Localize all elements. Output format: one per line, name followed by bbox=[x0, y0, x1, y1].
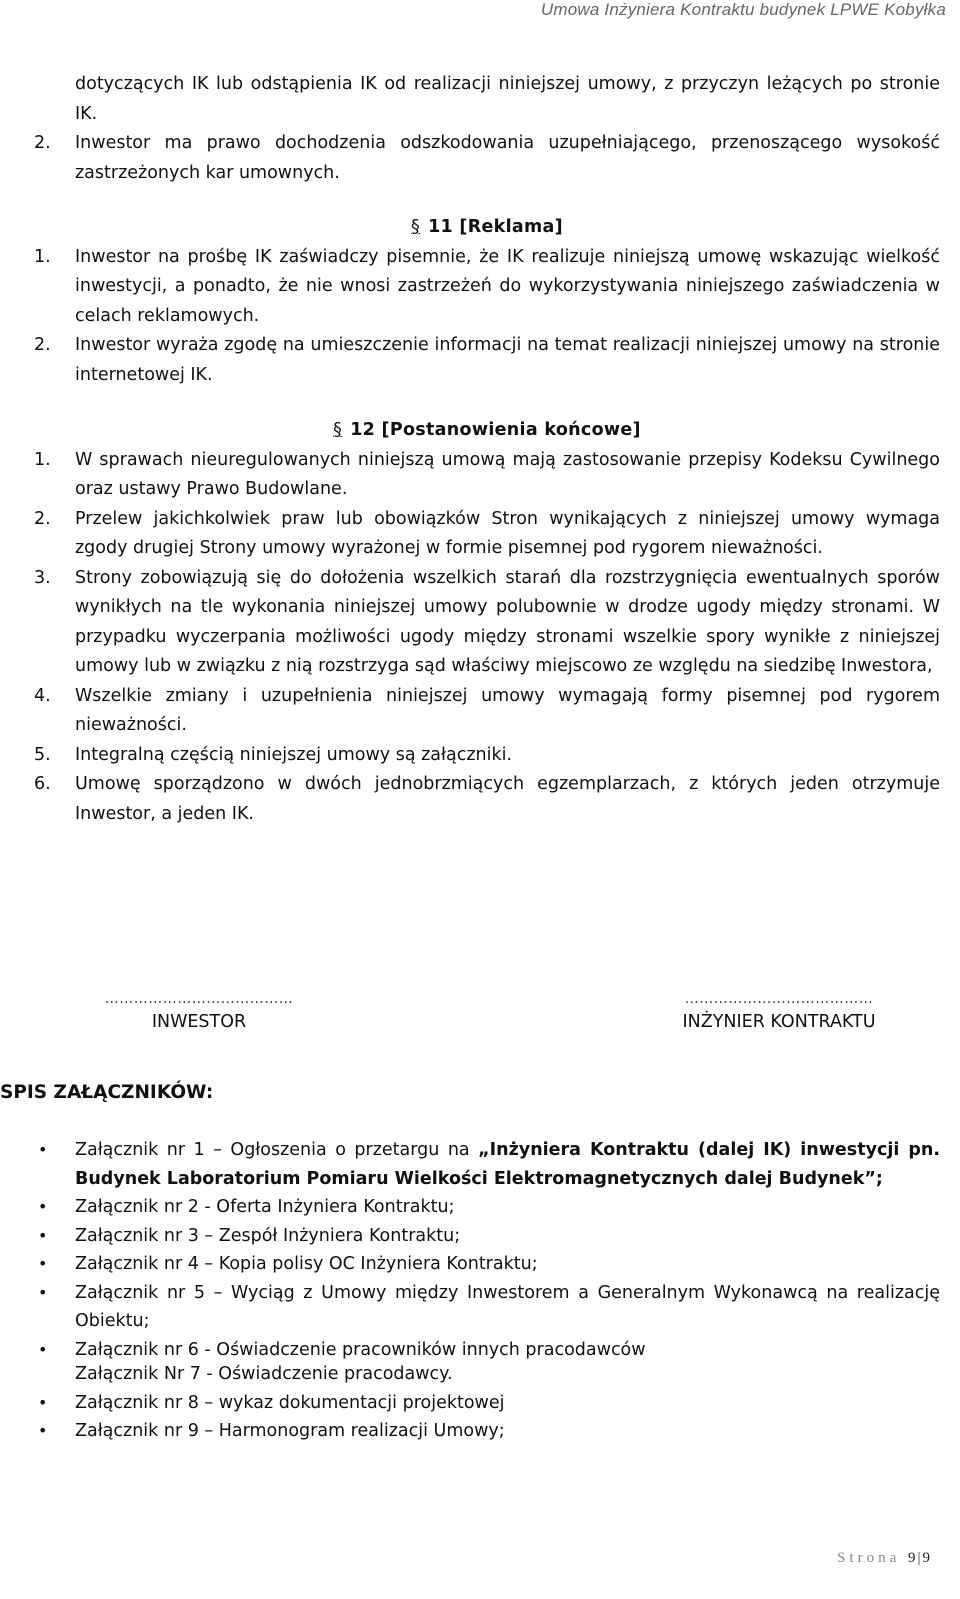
list-item bbox=[34, 682, 940, 741]
attachment-text: Załącznik nr 5 – Wyciąg z Umowy między Inwestorem a Generalnym Wykonawcą na realizację Obiektu; bbox=[75, 1282, 940, 1331]
attachments-title: SPIS ZAŁĄCZNIKÓW: bbox=[0, 1082, 214, 1103]
page-separator: | bbox=[917, 1550, 921, 1566]
list-item bbox=[34, 770, 940, 829]
paragraph-text: Inwestor ma prawo dochodzenia odszkodowania uzupełniającego, przenoszącego wysokość zastrzeżonych kar umownych. bbox=[75, 133, 940, 183]
section-heading bbox=[34, 213, 940, 243]
list-item bbox=[34, 331, 940, 390]
attachment-text: Załącznik nr 6 - Oświadczenie pracowników innych pracodawców bbox=[75, 1339, 646, 1360]
list-item bbox=[34, 1279, 940, 1336]
engineer-signature bbox=[656, 990, 902, 1032]
bullet-icon: • bbox=[38, 1339, 48, 1359]
item-number: 6. bbox=[34, 774, 51, 794]
investor-signature bbox=[76, 990, 322, 1032]
list-item bbox=[34, 129, 940, 188]
item-number: 1. bbox=[34, 449, 51, 470]
bullet-icon: • bbox=[38, 1392, 48, 1412]
section-title: 12 [Postanowienia końcowe] bbox=[350, 420, 641, 440]
signature-line: ………………………………… bbox=[104, 991, 294, 1007]
item-number: 3. bbox=[34, 567, 51, 588]
paragraph-text: W sprawach nieuregulowanych niniejszą umową mają zastosowanie przepisy Kodeksu Cywilnego oraz ustawy Prawo Budowlane. bbox=[75, 449, 940, 499]
running-header: Umowa Inżyniera Kontraktu budynek LPWE Kobyłka bbox=[540, 0, 946, 19]
paragraph-text: Wszelkie zmiany i uzupełnienia niniejszej umowy wymagają formy pisemnej pod rygorem nieważności. bbox=[75, 685, 940, 735]
paragraph-text: Przelew jakichkolwiek praw lub obowiązków Stron wynikających z niniejszej umowy wymaga zgody drugiej Strony umowy wyrażonej w formie pisemnej pod rygorem nieważności. bbox=[75, 508, 940, 558]
item-number: 2. bbox=[34, 133, 51, 153]
attachment-text: Załącznik nr 2 - Oferta Inżyniera Kontraktu; bbox=[75, 1197, 455, 1217]
list-item bbox=[34, 1222, 940, 1251]
attachment-text: Załącznik nr 4 – Kopia polisy OC Inżyniera Kontraktu; bbox=[75, 1254, 538, 1274]
paragraph-text: Integralną częścią niniejszej umowy są załączniki. bbox=[75, 744, 513, 765]
attachment-text: Załącznik Nr 7 - Oświadczenie pracodawcy. bbox=[75, 1364, 453, 1384]
signature-label: INWESTOR bbox=[151, 1012, 247, 1032]
attachments-list bbox=[34, 1136, 940, 1446]
attachment-text: Załącznik nr 9 – Harmonogram realizacji Umowy; bbox=[75, 1421, 505, 1441]
intro-block bbox=[34, 70, 940, 188]
bullet-icon: • bbox=[38, 1225, 48, 1245]
section-12 bbox=[34, 416, 940, 829]
list-item bbox=[34, 505, 940, 564]
list-item bbox=[34, 564, 940, 682]
list-item bbox=[34, 1417, 940, 1446]
section-12-list bbox=[34, 446, 940, 830]
item-number: 2. bbox=[34, 335, 51, 355]
list-item bbox=[34, 1360, 940, 1389]
list-item bbox=[34, 1250, 940, 1279]
item-number: 5. bbox=[34, 744, 51, 765]
section-sign: § bbox=[411, 217, 421, 237]
bullet-icon: • bbox=[38, 1282, 48, 1302]
attachment-bold-text: „Inżyniera Kontraktu (dalej IK) inwestycji pn. Budynek Laboratorium Pomiaru Wielkości Elektromagnetycznych dalej Budynek”; bbox=[75, 1140, 940, 1189]
section-sign: § bbox=[333, 420, 343, 440]
page-total: 9 bbox=[922, 1550, 930, 1566]
attachments-items-after bbox=[34, 1389, 940, 1446]
attachments-items bbox=[34, 1193, 940, 1364]
bullet-icon: • bbox=[38, 1140, 48, 1159]
item-number: 4. bbox=[34, 685, 51, 706]
section-11-list bbox=[34, 243, 940, 391]
bullet-icon: • bbox=[38, 1197, 48, 1216]
paragraph-text: Umowę sporządzono w dwóch jednobrzmiących egzemplarzach, z których jeden otrzymuje Inwestor, a jeden IK. bbox=[75, 774, 940, 824]
page-label: Strona bbox=[837, 1550, 901, 1566]
item-number: 1. bbox=[34, 246, 51, 267]
section-heading bbox=[34, 416, 940, 446]
page-number: 9 bbox=[907, 1550, 916, 1566]
section-11 bbox=[34, 213, 940, 390]
signature-line: ………………………………… bbox=[684, 991, 874, 1007]
list-item bbox=[34, 1389, 940, 1418]
paragraph-text: Inwestor na prośbę IK zaświadczy pisemnie, że IK realizuje niniejszą umowę wskazując wielkość inwestycji, a ponadto, że nie wnosi zastrzeżeń do wykorzystywania niniejszego zaświadczenia w celach reklamowych. bbox=[75, 246, 940, 326]
paragraph-text: Inwestor wyraża zgodę na umieszczenie informacji na temat realizacji niniejszej umowy na stronie internetowej IK. bbox=[75, 335, 940, 385]
attachment-text: Załącznik nr 1 – Ogłoszenia o przetargu na bbox=[75, 1140, 479, 1160]
paragraph-text: Strony zobowiązują się do dołożenia wszelkich starań dla rozstrzygnięcia ewentualnych sporów wynikłych na tle wykonania niniejszej umowy polubownie w drodze ugody między stronami. W przypadku wyczerpania możliwości ugody między stronami wszelkie spory wynikłe z niniejszej umowy lub w związku z nią rozstrzyga sąd właściwy miejscowo ze względu na siedzibę Inwestora, bbox=[75, 567, 940, 676]
paragraph-text: dotyczących IK lub odstąpienia IK od realizacji niniejszej umowy, z przyczyn leżących po stronie IK. bbox=[75, 74, 940, 124]
page-footer bbox=[837, 1550, 930, 1567]
list-item bbox=[34, 741, 940, 771]
attachment-text: Załącznik nr 8 – wykaz dokumentacji projektowej bbox=[75, 1392, 505, 1413]
list-item bbox=[34, 1136, 940, 1193]
bullet-icon: • bbox=[38, 1254, 48, 1273]
list-item bbox=[34, 1193, 940, 1222]
bullet-icon: • bbox=[38, 1421, 48, 1440]
intro-continuation bbox=[34, 70, 940, 129]
item-number: 2. bbox=[34, 508, 51, 529]
list-item bbox=[34, 243, 940, 332]
attachment-text: Załącznik nr 3 – Zespół Inżyniera Kontraktu; bbox=[75, 1225, 461, 1246]
list-item bbox=[34, 446, 940, 505]
section-title: 11 [Reklama] bbox=[428, 217, 563, 237]
signature-row bbox=[0, 990, 960, 1050]
signature-label: INŻYNIER KONTRAKTU bbox=[682, 1012, 876, 1032]
